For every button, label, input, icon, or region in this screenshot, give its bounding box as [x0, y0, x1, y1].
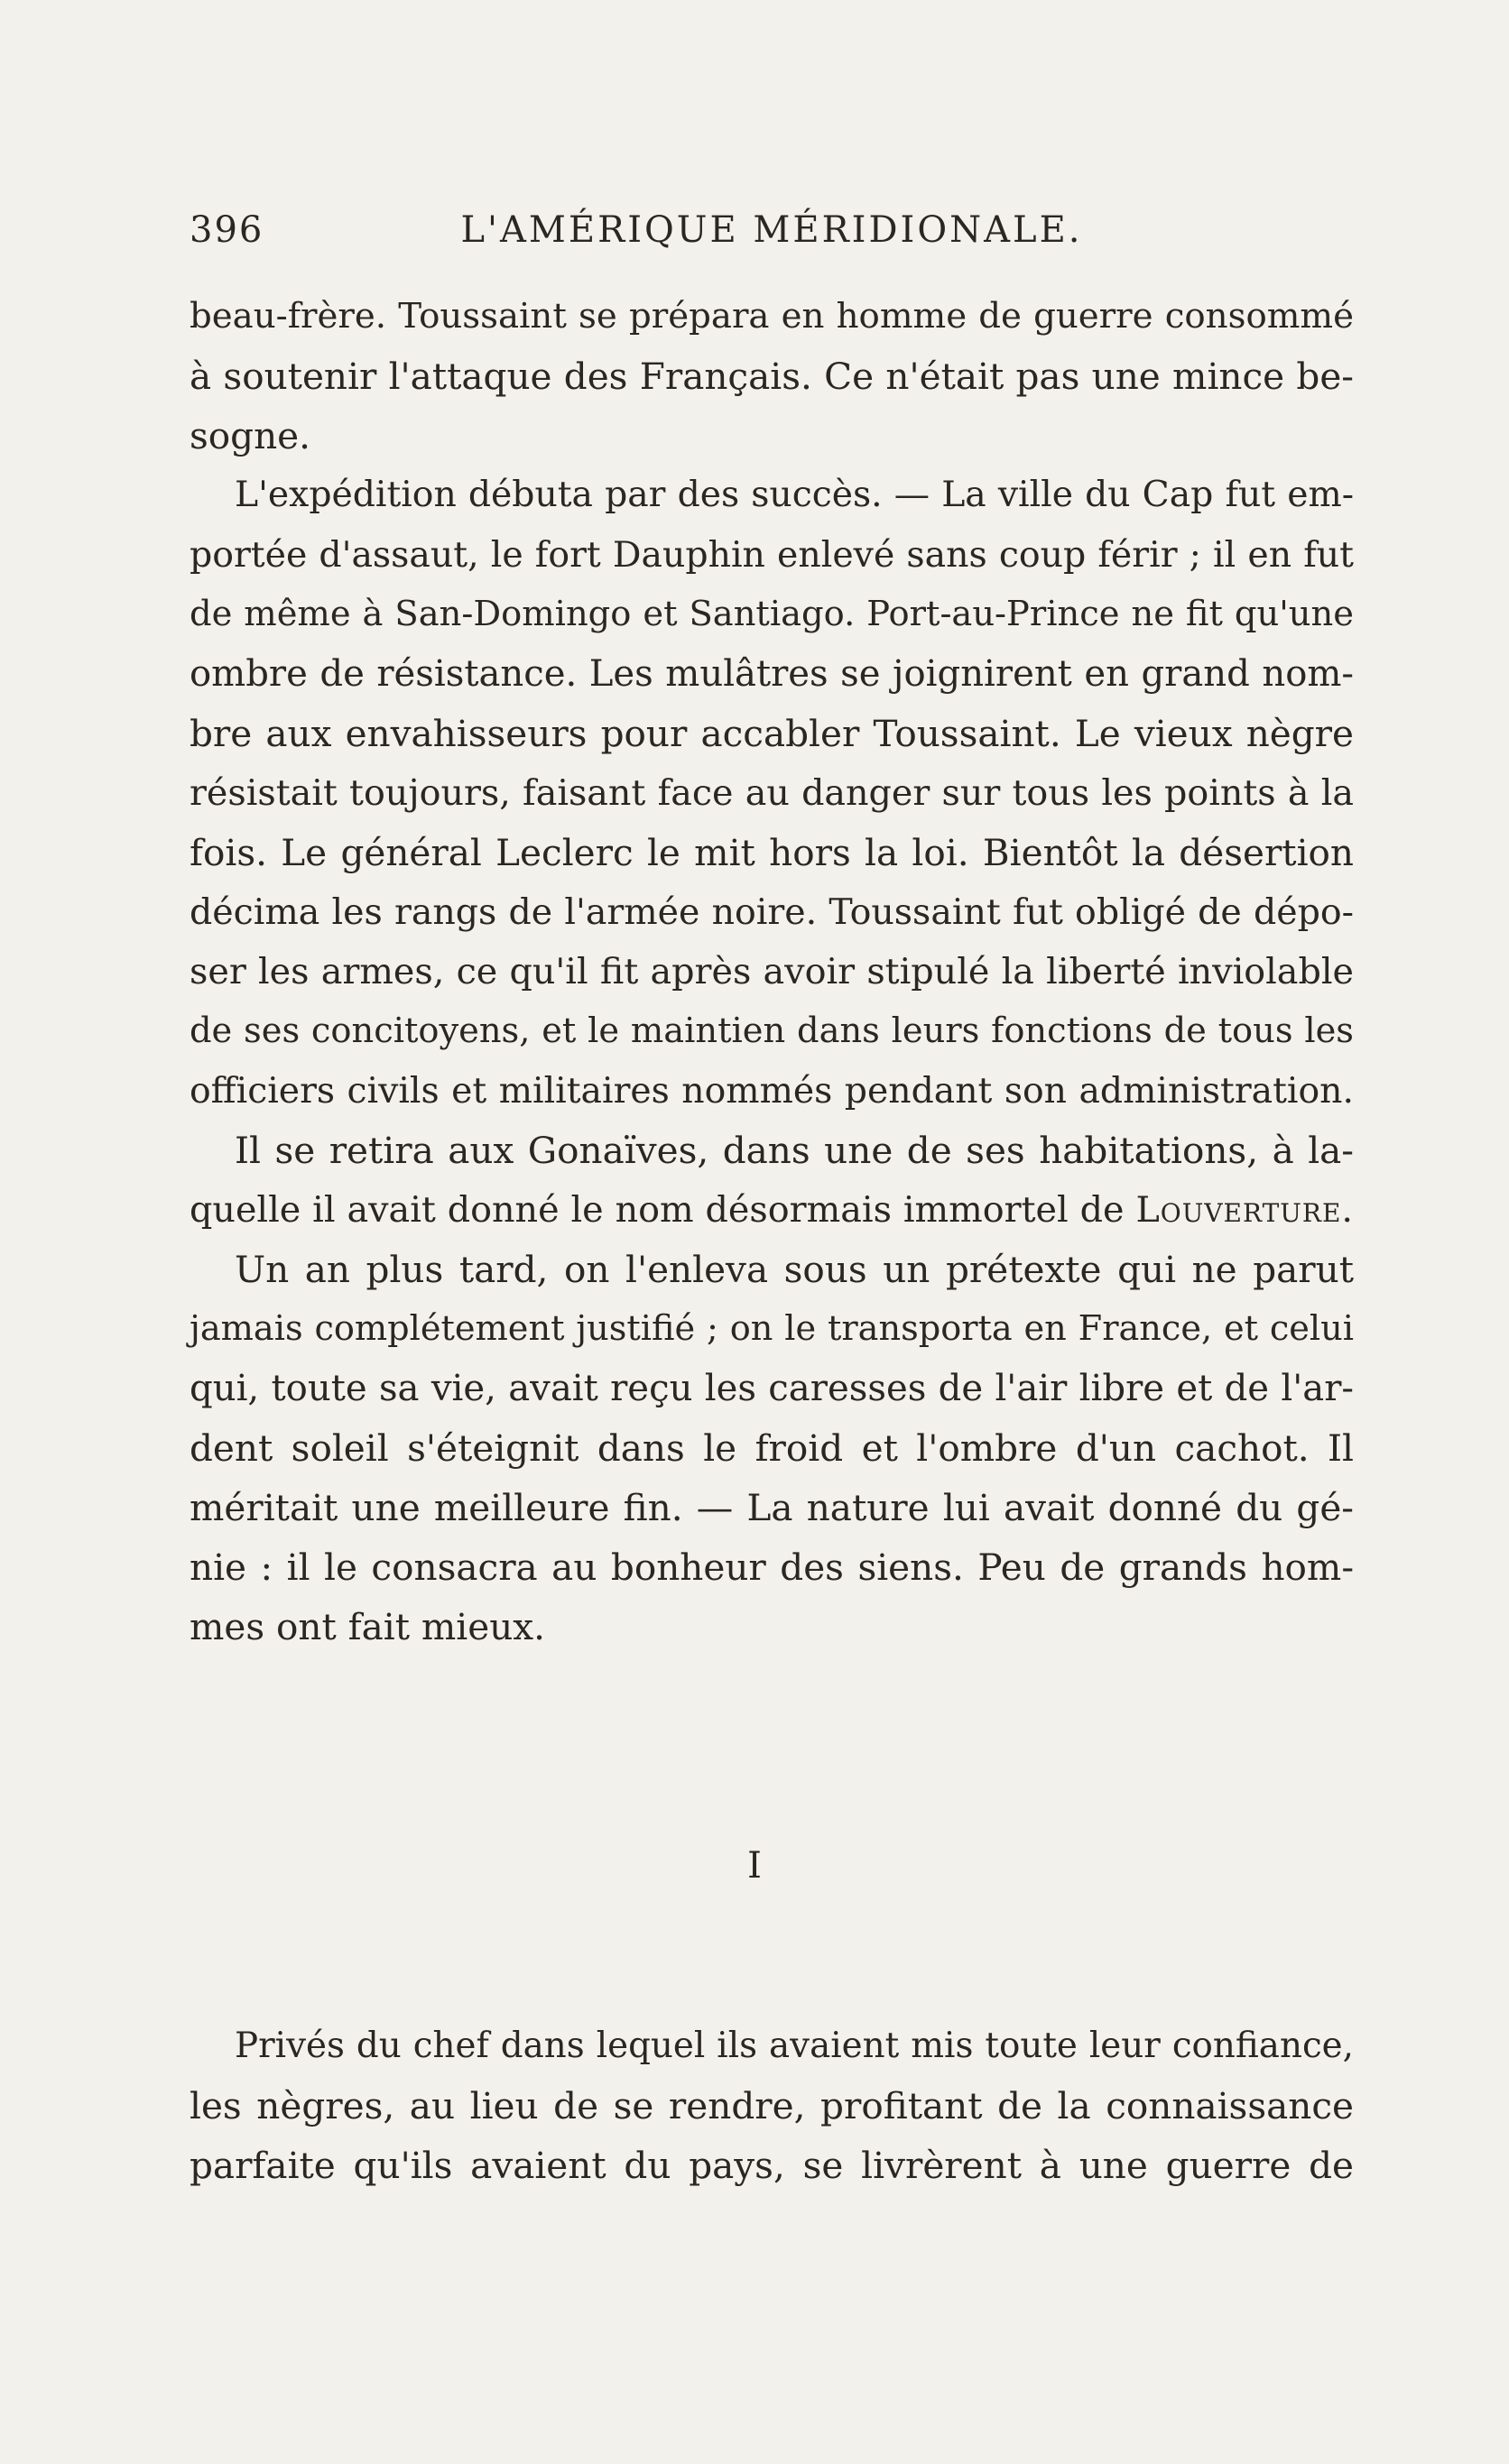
text-line: jamais complétement justifié ; on le transporta en France, et celui: [190, 1308, 1354, 1349]
text-line: bre aux envahisseurs pour accabler Toussaint. Le vieux nègre: [190, 712, 1354, 755]
section-numeral: I: [747, 1845, 762, 1887]
text-line: portée d'assaut, le fort Dauphin enlevé sans coup férir ; il en fut: [190, 534, 1354, 576]
text-line: sogne.: [190, 414, 311, 457]
text-line: Privés du chef dans lequel ils avaient mis toute leur confiance,: [235, 2026, 1354, 2066]
body-text-bottom: [190, 2016, 1354, 2195]
text-line: résistait toujours, faisant face au danger sur tous les points à la: [190, 772, 1354, 814]
text-segment: quelle il avait donné le nom désormais immortel de: [190, 1189, 1125, 1231]
louverture-name: Louverture.: [1135, 1189, 1354, 1231]
text-line: nie : il le consacra au bonheur des siens. Peu de grands hom-: [190, 1546, 1354, 1589]
text-line: ser les armes, ce qu'il fit après avoir stipulé la liberté inviolable: [190, 951, 1354, 992]
text-line: parfaite qu'ils avaient du pays, se livrèrent à une guerre de: [190, 2144, 1354, 2187]
text-line: de ses concitoyens, et le maintien dans leurs fonctions de tous les: [190, 1011, 1354, 1051]
text-line: qui, toute sa vie, avait reçu les caresses de l'air libre et de l'ar-: [190, 1368, 1354, 1409]
running-title: L'AMÉRIQUE MÉRIDIONALE.: [460, 209, 1083, 251]
text-line: L'expédition débuta par des succès. — La ville du Cap fut em-: [235, 475, 1354, 515]
text-line: fois. Le général Leclerc le mit hors la loi. Bientôt la désertion: [190, 831, 1354, 874]
text-line-louverture: [190, 1180, 1354, 1240]
text-line: décima les rangs de l'armée noire. Toussaint fut obligé de dépo-: [190, 891, 1354, 933]
text-line: Il se retira aux Gonaïves, dans une de ses habitations, à la-: [235, 1129, 1354, 1172]
page-number: 396: [190, 209, 264, 251]
text-line: méritait une meilleure fin. — La nature lui avait donné du gé-: [190, 1486, 1354, 1529]
text-line: mes ont fait mieux.: [190, 1605, 546, 1648]
text-line: ombre de résistance. Les mulâtres se joignirent en grand nom-: [190, 653, 1354, 695]
text-line: les nègres, au lieu de se rendre, profitant de la connaissance: [190, 2084, 1354, 2127]
text-line: dent soleil s'éteignit dans le froid et l'ombre d'un cachot. Il: [190, 1426, 1354, 1470]
text-line: Un an plus tard, on l'enleva sous un prétexte qui ne parut: [235, 1248, 1354, 1291]
text-line: à soutenir l'attaque des Français. Ce n'était pas une mince be-: [190, 355, 1354, 398]
text-line: officiers civils et militaires nommés pendant son administration.: [190, 1070, 1354, 1112]
page-header: [190, 209, 1354, 254]
text-line: de même à San-Domingo et Santiago. Port-au-Prince ne fit qu'une: [190, 594, 1354, 634]
body-text-top: [190, 287, 1354, 1657]
text-line: beau-frère. Toussaint se prépara en homme de guerre consommé: [190, 296, 1354, 337]
